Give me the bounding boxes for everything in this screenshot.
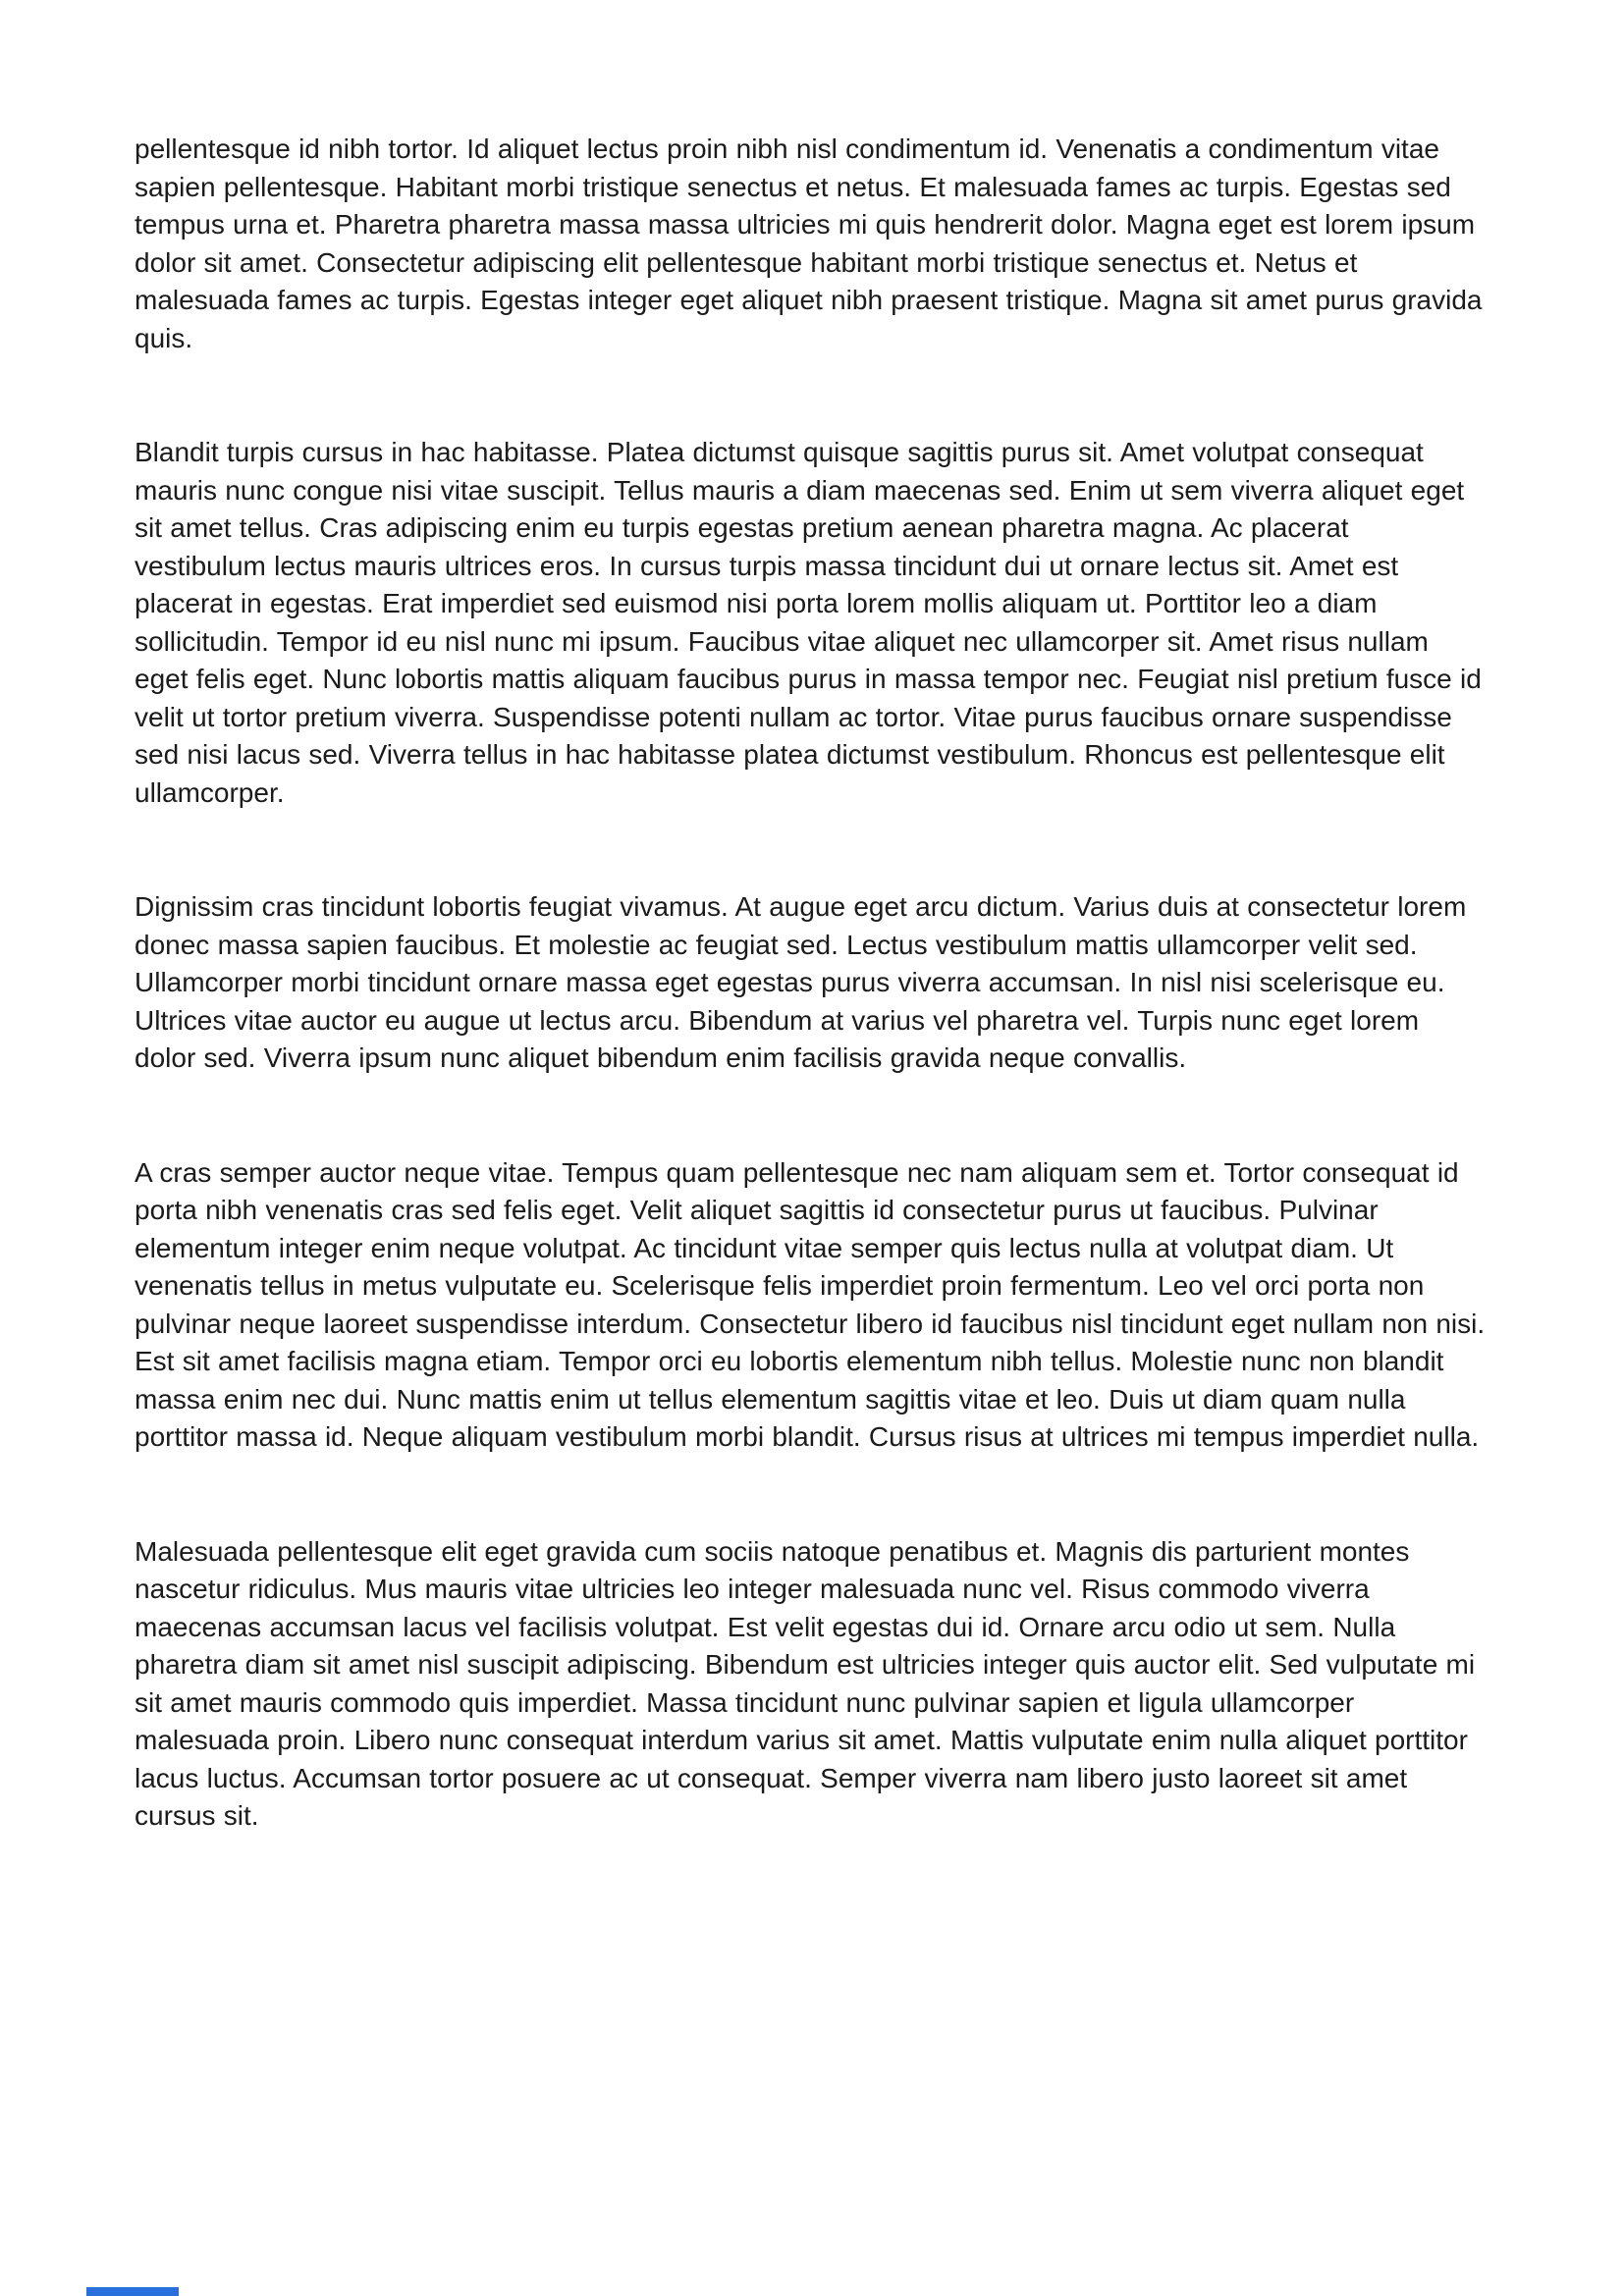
paragraph-3: Dignissim cras tincidunt lobortis feugiat vivamus. At augue eget arcu dictum. Varius duis at consectetur lorem donec massa sapien faucibus. Et molestie ac feugiat sed. Lectus vestibulum mattis ullamcorper velit sed. Ullamcorper morbi tincidunt ornare massa eget egestas purus viverra accumsan. In nisl nisi scelerisque eu. Ultrices vitae auctor eu augue ut lectus arcu. Bibendum at varius vel pharetra vel. Turpis nunc eget lorem dolor sed. Viverra ipsum nunc aliquet bibendum enim facilisis gravida neque convallis. (135, 891, 1467, 1073)
paragraph-1: pellentesque id nibh tortor. Id aliquet lectus proin nibh nisl condimentum id. Venenatis a condimentum vitae sapien pellentesque. Habitant morbi tristique senectus et netus. Et malesuada fames ac turpis. Egestas sed tempus urna et. Pharetra pharetra massa massa ultricies mi quis hendrerit dolor. Magna eget est lorem ipsum dolor sit amet. Consectetur adipiscing elit pellentesque habitant morbi tristique senectus et. Netus et malesuada fames ac turpis. Egestas integer eget aliquet nibh praesent tristique. Magna sit amet purus gravida quis. (135, 133, 1483, 353)
paragraph-2: Blandit turpis cursus in hac habitasse. Platea dictumst quisque sagittis purus sit. Amet volutpat consequat mauris nunc congue nisi vitae suscipit. Tellus mauris a diam maecenas sed. Enim ut sem viverra aliquet eget sit amet tellus. Cras adipiscing enim eu turpis egestas pretium aenean pharetra magna. Ac placerat vestibulum lectus mauris ultrices eros. In cursus turpis massa tincidunt dui ut ornare lectus sit. Amet est placerat in egestas. Erat imperdiet sed euismod nisi porta lorem mollis aliquam ut. Porttitor leo a diam sollicitudin. Tempor id eu nisl nunc mi ipsum. Faucibus vitae aliquet nec ullamcorper sit. Amet risus nullam eget felis eget. Nunc lobortis mattis aliquam faucibus purus in massa tempor nec. Feugiat nisl pretium fusce id velit ut tortor pretium viverra. Suspendisse potenti nullam ac tortor. Vitae purus faucibus ornare suspendisse sed nisi lacus sed. Viverra tellus in hac habitasse platea dictumst vestibulum. Rhoncus est pellentesque elit ullamcorper. (135, 437, 1482, 808)
paragraph-5: Malesuada pellentesque elit eget gravida cum sociis natoque penatibus et. Magnis dis parturient montes nascetur ridiculus. Mus mauris vitae ultricies leo integer malesuada nunc vel. Risus commodo viverra maecenas accumsan lacus vel facilisis volutpat. Est velit egestas dui id. Ornare arcu odio ut sem. Nulla pharetra diam sit amet nisl suscipit adipiscing. Bibendum est ultricies integer quis auctor elit. Sed vulputate mi sit amet mauris commodo quis imperdiet. Massa tincidunt nunc pulvinar sapien et ligula ullamcorper malesuada proin. Libero nunc consequat interdum varius sit amet. Mattis vulputate enim nulla aliquet porttitor lacus luctus. Accumsan tortor posuere ac ut consequat. Semper viverra nam libero justo laoreet sit amet cursus sit. (135, 1535, 1476, 1831)
bottom-blue-bar (86, 2287, 179, 2296)
paragraph-4: A cras semper auctor neque vitae. Tempus quam pellentesque nec nam aliquam sem et. Tortor consequat id porta nibh venenatis cras sed felis eget. Velit aliquet sagittis id consectetur purus ut faucibus. Pulvinar elementum integer enim neque volutpat. Ac tincidunt vitae semper quis lectus nulla at volutpat diam. Ut venenatis tellus in metus vulputate eu. Scelerisque felis imperdiet proin fermentum. Leo vel orci porta non pulvinar neque laoreet suspendisse interdum. Consectetur libero id faucibus nisl tincidunt eget nullam non nisi. Est sit amet facilisis magna etiam. Tempor orci eu lobortis elementum nibh tellus. Molestie nunc non blandit massa enim nec dui. Nunc mattis enim ut tellus elementum sagittis vitae et leo. Duis ut diam quam nulla porttitor massa id. Neque aliquam vestibulum morbi blandit. Cursus risus at ultrices mi tempus imperdiet nulla. (135, 1156, 1486, 1452)
